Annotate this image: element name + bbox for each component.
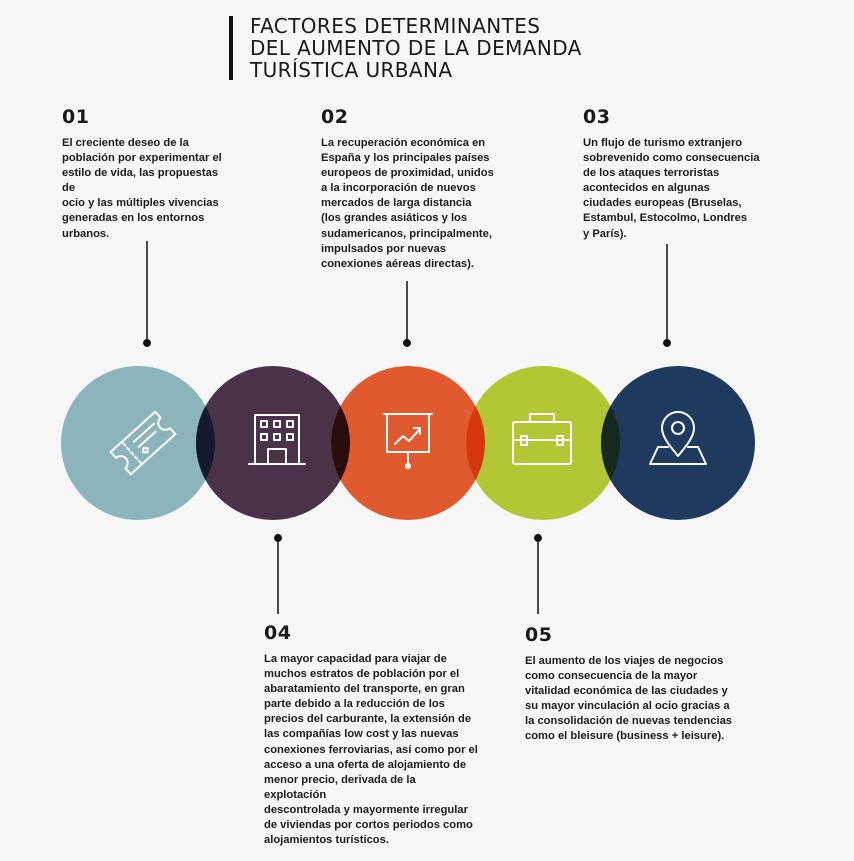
connector-dot-03	[664, 340, 670, 346]
text-line: las compañías low cost y las nuevas	[264, 728, 459, 741]
text-line: La mayor capacidad para viajar de	[264, 653, 447, 665]
text-line: España y los principales países	[321, 152, 490, 165]
text-line: de los ataques terroristas	[583, 167, 720, 180]
text-line: como consecuencia de la mayor	[525, 670, 698, 683]
circle-05	[466, 366, 620, 520]
text-line: menor precio, derivada de la explotación	[264, 773, 416, 801]
text-line: ciudades europeas (Bruselas,	[583, 197, 742, 210]
factor-text	[583, 136, 768, 242]
text-line: (los grandes asiáticos y los	[321, 212, 468, 225]
text-line: conexiones ferroviarias, así como por el	[264, 743, 478, 756]
factor-02	[321, 106, 501, 272]
text-line: conexiones aéreas directas).	[321, 257, 474, 270]
text-line: su mayor vinculación al ocio gracias a	[525, 700, 730, 713]
connector-dot-04	[275, 535, 281, 541]
title-line-3: TURÍSTICA URBANA	[250, 58, 453, 82]
connector-dot-02	[404, 340, 410, 346]
factor-number: 01	[62, 106, 90, 128]
text-line: como el bleisure (business + leisure).	[525, 730, 725, 743]
connector-dot-05	[535, 535, 541, 541]
factor-number: 04	[264, 622, 292, 644]
factor-03	[583, 106, 768, 242]
text-line: urbanos.	[62, 227, 110, 240]
text-line: La recuperación económica en	[321, 137, 486, 149]
text-line: ocio y las múltiples vivencias	[62, 197, 219, 210]
text-line: descontrolada y mayormente irregular	[264, 803, 468, 816]
text-line: de viviendas por cortos periodos como	[264, 819, 473, 832]
factor-01	[62, 106, 232, 242]
connector-dot-01	[144, 340, 150, 346]
factor-text	[321, 136, 501, 272]
title-line-1: FACTORES DETERMINANTES	[250, 14, 541, 38]
text-line: impulsados por nuevas	[321, 242, 446, 255]
text-line: sobrevenido como consecuencia	[583, 152, 760, 165]
text-line: alojamientos turísticos.	[264, 834, 389, 847]
text-line: acontecidos en algunas	[583, 182, 710, 195]
text-line: precios del carburante, la extensión de	[264, 713, 472, 726]
text-line: estilo de vida, las propuestas de	[62, 167, 219, 195]
circle-01	[61, 366, 215, 520]
text-line: Estambul, Estocolmo, Londres	[583, 212, 748, 225]
factor-04	[264, 622, 479, 848]
circle-02	[331, 366, 485, 520]
text-line: la consolidación de nuevas tendencias	[525, 715, 733, 728]
text-line: El aumento de los viajes de negocios	[525, 655, 724, 667]
text-line: vitalidad económica de las ciudades y	[525, 685, 728, 698]
text-line: parte debido a la reducción de los	[264, 698, 445, 711]
text-line: población por experimentar el	[62, 152, 222, 165]
text-line: abaratamiento del transporte, en gran	[264, 683, 465, 696]
text-line: europeos de proximidad, unidos	[321, 167, 494, 180]
text-line: sudamericanos, principalmente,	[321, 227, 492, 240]
factor-text	[264, 652, 479, 848]
factor-text	[62, 136, 232, 242]
factor-number: 02	[321, 106, 349, 128]
text-line: y París).	[583, 227, 627, 240]
factor-number: 03	[583, 106, 611, 128]
text-line: muchos estratos de población por el	[264, 668, 460, 681]
text-line: El creciente deseo de la	[62, 137, 189, 149]
circle-04	[196, 366, 350, 520]
factor-text	[525, 654, 740, 745]
text-line: generadas en los entornos	[62, 212, 205, 225]
factor-number: 05	[525, 624, 553, 646]
factor-05	[525, 624, 740, 745]
text-line: a la incorporación de nuevos	[321, 182, 476, 195]
circle-03	[601, 366, 755, 520]
text-line: mercados de larga distancia	[321, 197, 472, 210]
title-line-2: DEL AUMENTO DE LA DEMANDA	[250, 36, 582, 60]
text-line: acceso a una oferta de alojamiento de	[264, 758, 467, 771]
text-line: Un flujo de turismo extranjero	[583, 137, 743, 149]
